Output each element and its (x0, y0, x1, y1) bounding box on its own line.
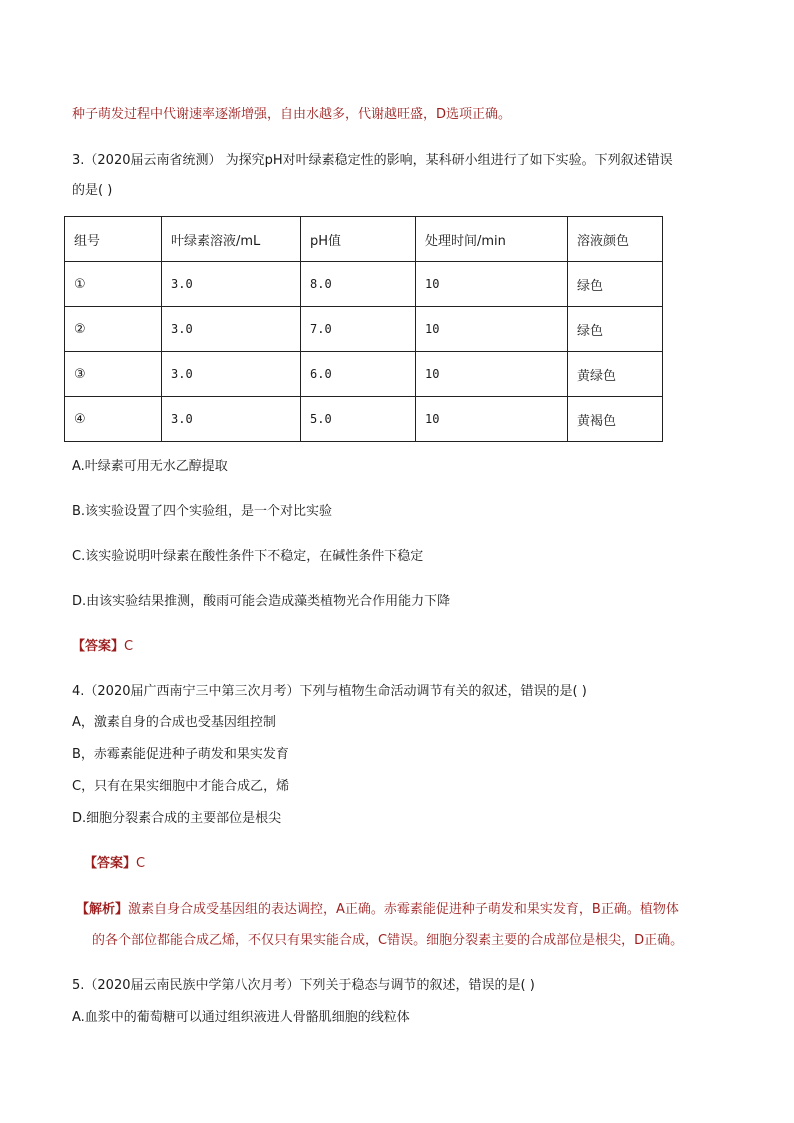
table-header-row (65, 217, 663, 262)
q4-option-b: B，赤霉素能促进种子萌发和果实发育 (72, 747, 289, 762)
q4-option-c: C，只有在果实细胞中才能合成乙，烯 (72, 779, 290, 794)
table-cell: 10 (416, 307, 568, 352)
table-row (65, 307, 663, 352)
q3-option-c: C.该实验说明叶绿素在酸性条件下不稳定，在碱性条件下稳定 (72, 549, 424, 564)
q4-option-d: D.细胞分裂素合成的主要部位是根尖 (72, 811, 282, 826)
table-cell: 绿色 (568, 307, 663, 352)
table-cell: 7.0 (301, 307, 416, 352)
table-cell: 3.0 (162, 262, 301, 307)
q5-option-a: A.血浆中的葡萄糖可以通过组织液进人骨骼肌细胞的线粒体 (72, 1010, 410, 1025)
table-header-cell: pH值 (301, 217, 416, 262)
q4-answer (84, 852, 145, 871)
table-cell: 6.0 (301, 352, 416, 397)
table-cell: 10 (416, 352, 568, 397)
table-header-cell: 叶绿素溶液/mL (162, 217, 301, 262)
q5-stem: 5.（2020届云南民族中学第八次月考）下列关于稳态与调节的叙述，错误的是( ) (72, 978, 535, 993)
table-cell: ② (65, 307, 162, 352)
table-cell: ① (65, 262, 162, 307)
q4-analysis-line2: 的各个部位都能合成乙烯，不仅只有果实能合成，C错误。细胞分裂素主要的合成部位是根尖，D正确。 (92, 933, 684, 948)
answer-value: C (136, 856, 146, 871)
table-header-cell: 处理时间/min (416, 217, 568, 262)
table-header-cell: 组号 (65, 217, 162, 262)
table-cell: 10 (416, 262, 568, 307)
q3-option-b: B.该实验设置了四个实验组，是一个对比实验 (72, 504, 333, 519)
table-cell: 8.0 (301, 262, 416, 307)
table-cell: 10 (416, 397, 568, 442)
table-cell: 3.0 (162, 352, 301, 397)
q4-stem: 4.（2020届广西南宁三中第三次月考）下列与植物生命活动调节有关的叙述，错误的是( ) (72, 684, 587, 699)
table-cell: 黄褐色 (568, 397, 663, 442)
q3-stem-line2: 的是( ) (72, 183, 113, 198)
table-cell: 绿色 (568, 262, 663, 307)
table-cell: 5.0 (301, 397, 416, 442)
q3-option-d: D.由该实验结果推测，酸雨可能会造成藻类植物光合作用能力下降 (72, 594, 451, 609)
answer-value: C (124, 639, 134, 654)
table-cell: 黄绿色 (568, 352, 663, 397)
q4-option-a: A，激素自身的合成也受基因组控制 (72, 715, 276, 730)
q3-data-table (64, 216, 663, 442)
q3-stem-line1: 3.（2020届云南省统测） 为探究pH对叶绿素稳定性的影响，某科研小组进行了如下实验。下列叙述错误 (72, 153, 673, 168)
answer-tag: 【答案】 (84, 856, 137, 871)
table-cell: ④ (65, 397, 162, 442)
table-row (65, 397, 663, 442)
table-row (65, 352, 663, 397)
table-row (65, 262, 663, 307)
table-header-cell: 溶液颜色 (568, 217, 663, 262)
q3-option-a: A.叶绿素可用无水乙醇提取 (72, 459, 228, 474)
table-cell: ③ (65, 352, 162, 397)
table-cell: 3.0 (162, 397, 301, 442)
analysis-tag: 【解析】 (76, 902, 129, 917)
q3-answer (72, 635, 133, 654)
answer-tag: 【答案】 (72, 639, 125, 654)
analysis-text: 激素自身合成受基因组的表达调控，A正确。赤霉素能促进种子萌发和果实发育，B正确。植物体 (128, 902, 679, 917)
q4-analysis-line1 (76, 898, 679, 917)
intro-line: 种子萌发过程中代谢速率逐渐增强，自由水越多，代谢越旺盛，D选项正确。 (72, 107, 512, 122)
table-cell: 3.0 (162, 307, 301, 352)
